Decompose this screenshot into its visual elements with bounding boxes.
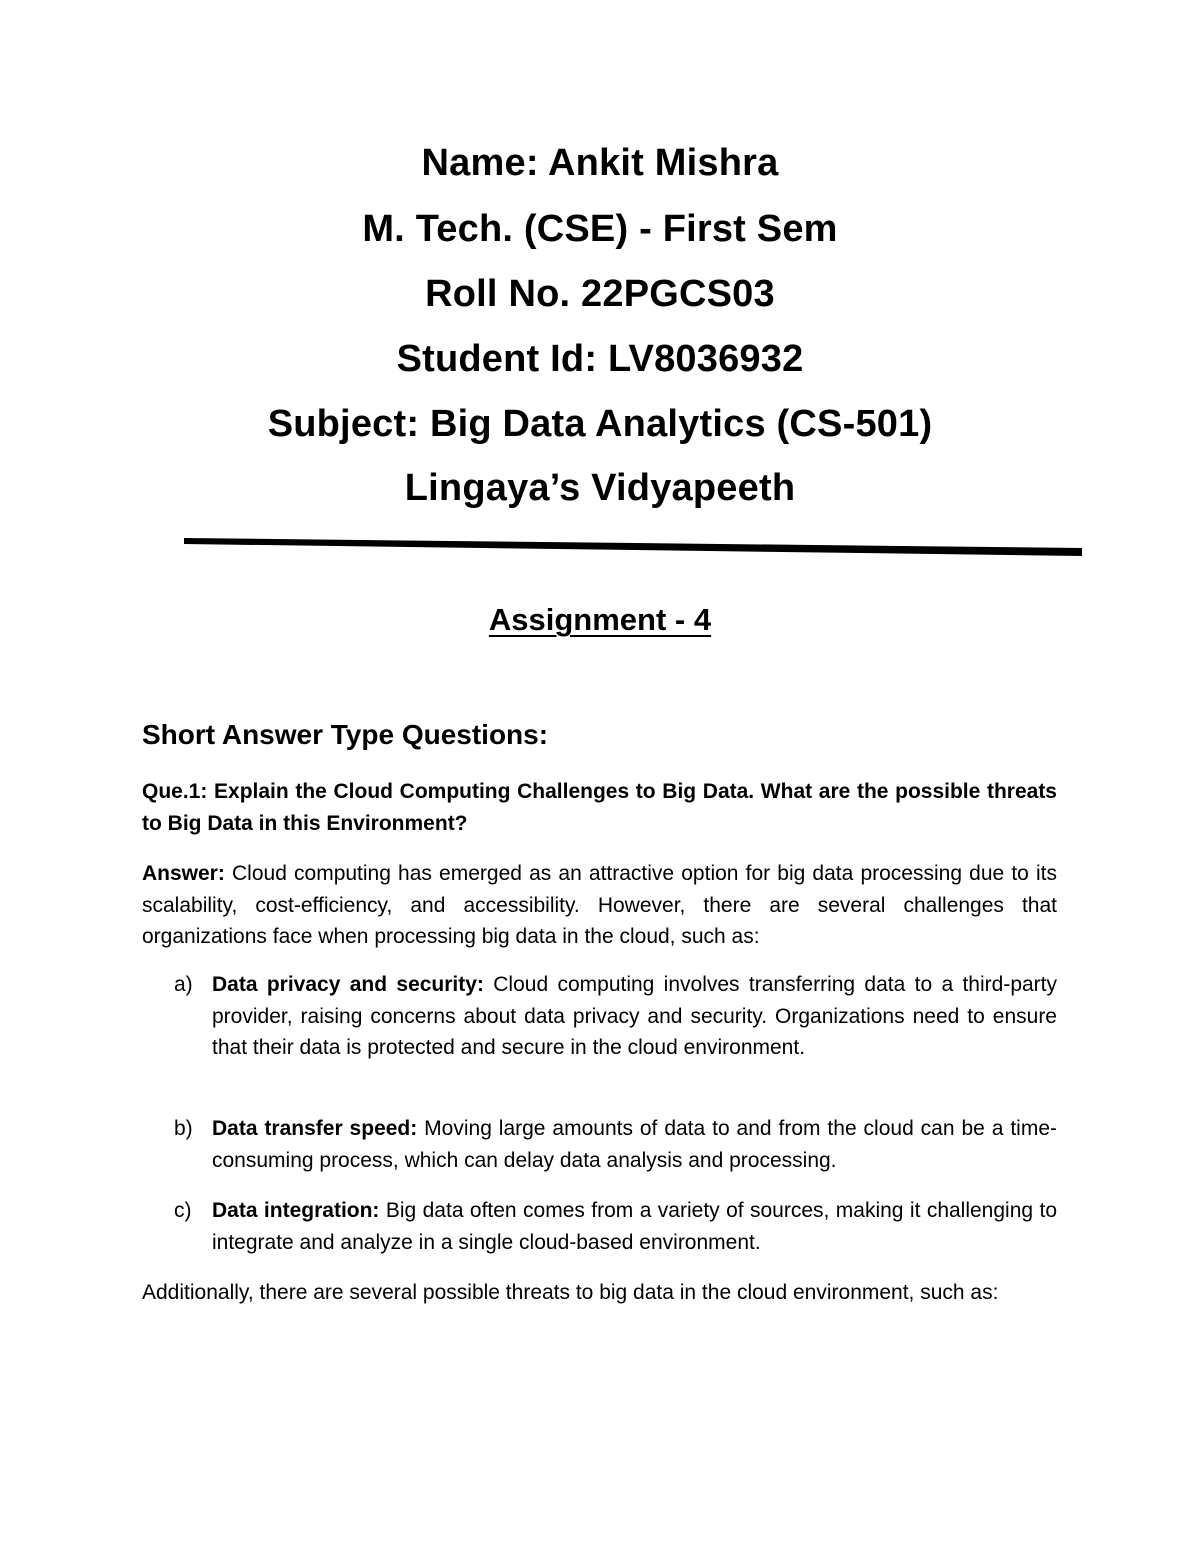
list-marker: a) (174, 973, 193, 996)
student-name: Name: Ankit Mishra (421, 142, 779, 184)
program-line: M. Tech. (CSE) - First Sem (362, 208, 838, 250)
answer-text: Cloud computing has emerged as an attractive option for big data processing due to its scalability, cost-efficiency, and accessibility. However, there are several challenges that organizations face when processing big data in the cloud, such as: (142, 862, 1057, 948)
list-item (174, 969, 1057, 1064)
list-item (174, 1113, 1057, 1176)
student-id: Student Id: LV8036932 (396, 338, 804, 380)
additional-paragraph: Additionally, there are several possible threats to big data in the cloud environment, such as: (142, 1281, 999, 1304)
answer-label: Answer: (142, 862, 225, 885)
assignment-title: Assignment - 4 (488, 602, 712, 637)
list-item (174, 1195, 1057, 1258)
list-marker: c) (174, 1199, 192, 1222)
list-marker: b) (174, 1117, 193, 1140)
question-1: Que.1: Explain the Cloud Computing Challenges to Big Data. What are the possible threats to Big Data in this Environment? (142, 780, 1057, 835)
section-title: Short Answer Type Questions: (142, 719, 549, 750)
list-item-text: Cloud computing involves transferring data to a third-party provider, raising concerns about data privacy and security. Organizations need to ensure that their data is protected and secure in the cloud environment. (212, 973, 1057, 1059)
subject-line: Subject: Big Data Analytics (CS-501) (267, 403, 933, 445)
list-item-title: Data transfer speed: (212, 1117, 418, 1140)
header-divider (184, 535, 1082, 559)
answer-paragraph (142, 858, 1057, 953)
list-item-title: Data privacy and security: (212, 973, 484, 996)
roll-number: Roll No. 22PGCS03 (425, 273, 775, 315)
list-item-text: Big data often comes from a variety of sources, making it challenging to integrate and analyze in a single cloud-based environment. (212, 1199, 1057, 1254)
list-item-title: Data integration: (212, 1199, 380, 1222)
list-item-text: Moving large amounts of data to and from the cloud can be a time-consuming process, which can delay data analysis and processing. (212, 1117, 1057, 1172)
institution-name: Lingaya’s Vidyapeeth (404, 467, 796, 509)
